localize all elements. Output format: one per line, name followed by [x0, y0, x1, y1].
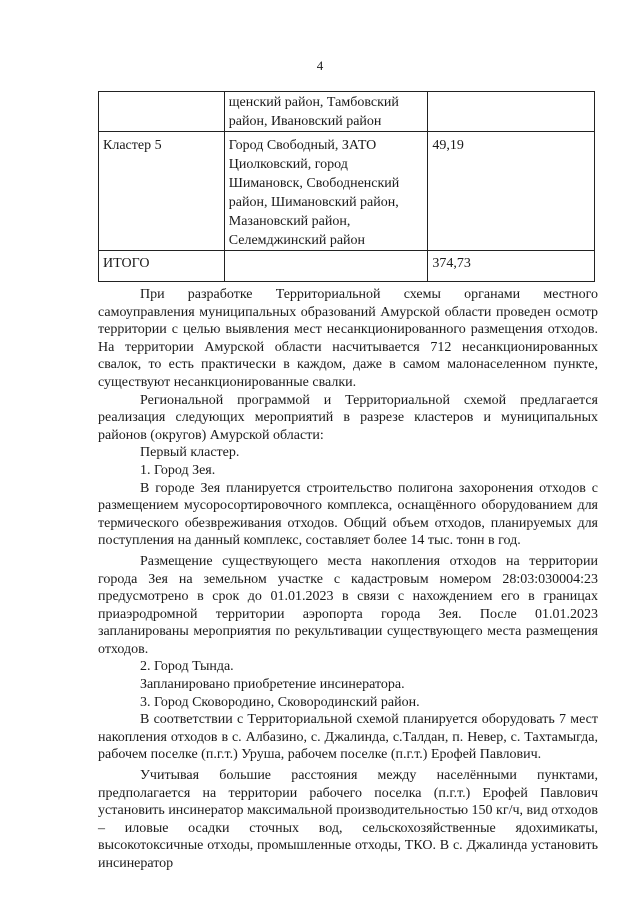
paragraph: 3. Город Сковородино, Сковородинский район.	[140, 694, 420, 710]
value-cell: 49,19	[428, 132, 595, 251]
body-text	[98, 286, 598, 873]
paragraph: Региональной программой и Территориальной схемой предлагается реализация следующих мероприятий в разрезе кластеров и муниципальных районов (округов) Амурской области:	[98, 392, 598, 443]
territories-cell: щенский район, Тамбовский район, Ивановский район	[224, 92, 428, 132]
paragraph: 2. Город Тында.	[140, 659, 234, 675]
paragraph: Размещение существующего места накопления отходов на территории города Зея на земельном участке с кадастровым номером 28:03:030004:23 предусмотрено в срок до 01.01.2023 в связи с нахождением его в границах приаэродромной территории аэропорта города Зея. После 01.01.2023 запланированы мероприятия по рекультивации существующего места размещения отходов.	[98, 553, 598, 657]
total-value-cell: 374,73	[428, 251, 595, 282]
page-number: 4	[316, 58, 324, 73]
paragraph: 1. Город Зея.	[140, 462, 216, 478]
table-row	[99, 92, 595, 132]
paragraph: Первый кластер.	[140, 445, 240, 461]
cluster-cell	[99, 92, 225, 132]
value-cell	[428, 92, 595, 132]
clusters-table	[98, 91, 595, 282]
territories-cell: Город Свободный, ЗАТО Циолковский, город Шимановск, Свободненский район, Шимановский район, Мазановский район, Селемджинский район	[224, 132, 428, 251]
paragraph: Запланировано приобретение инсинератора.	[140, 677, 405, 693]
paragraph: При разработке Территориальной схемы органами местного самоуправления муниципальных образований Амурской области проведен осмотр территории с целью выявления мест несанкционированного размещения отходов. На территории Амурской области насчитывается 712 несанкционированных свалок, то есть практически в каждом, даже в самом малонаселенном пункте, существуют несанкционированные свалки.	[98, 287, 598, 390]
paragraph: В городе Зея планируется строительство полигона захоронения отходов с размещением мусоросортировочного комплекса, оснащённого оборудованием для термического обезвреживания отходов. Общий объем отходов, планируемых для поступления на данный комплекс, составляет более 14 тыс. тонн в год.	[98, 480, 598, 549]
territories-cell	[224, 251, 428, 282]
table-row	[99, 132, 595, 251]
paragraph: Учитывая большие расстояния между населёнными пунктами, предполагается на территории рабочего поселка (п.г.т.) Ерофей Павлович установить инсинератор максимальной производительностью 150 кг/ч, вид отходов – иловые осадки сточных вод, сельскохозяйственные ядохимикаты, высокотоксичные отходы, промышленные отходы, ТКО. В с. Джалинда установить инсинератор	[98, 768, 598, 871]
total-label-cell: ИТОГО	[99, 251, 225, 282]
cluster-cell: Кластер 5	[99, 132, 225, 251]
total-row	[99, 251, 595, 282]
paragraph: В соответствии с Территориальной схемой планируется оборудовать 7 мест накопления отходов в с. Албазино, с. Джалинда, с.Талдан, п. Невер, с. Тахтамыгда, рабочем поселке (п.г.т.) Уруша, рабочем поселке (п.г.т.) Ерофей Павлович.	[98, 712, 598, 763]
